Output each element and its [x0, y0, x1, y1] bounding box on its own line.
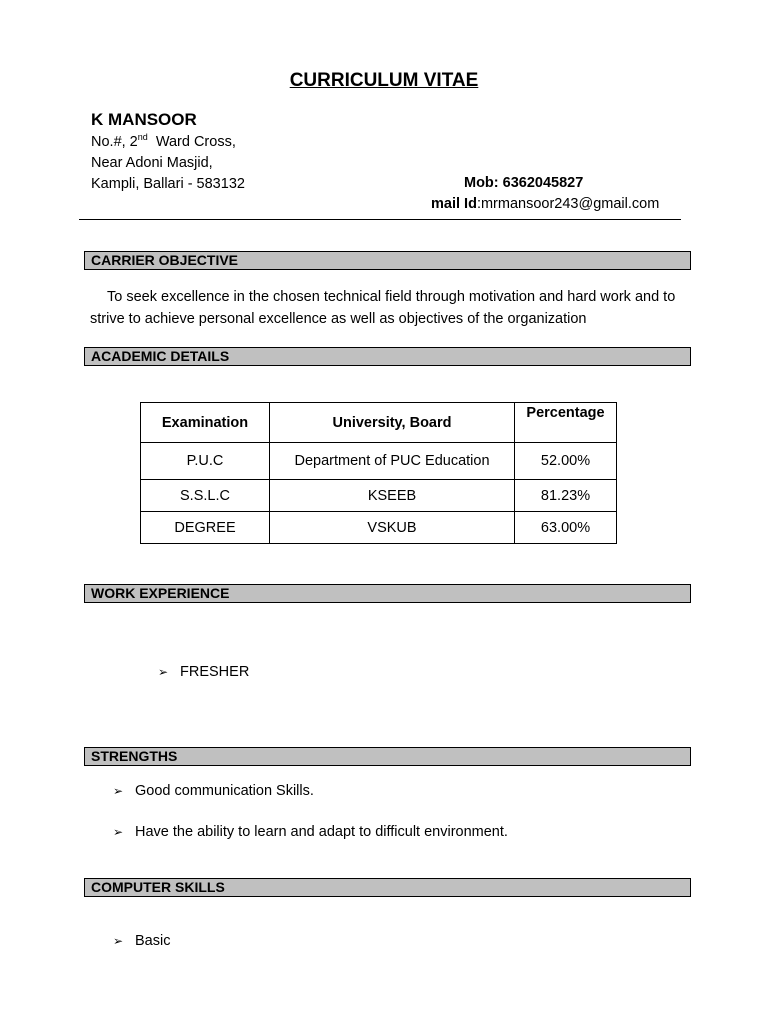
- arrowhead-bullet-icon: ➢: [113, 784, 124, 798]
- address-line-2: Near Adoni Masjid,: [91, 155, 213, 171]
- email-line: [431, 196, 659, 212]
- cell-university-board: Department of PUC Education: [270, 443, 515, 480]
- cell-percentage: 52.00%: [515, 443, 617, 480]
- computer-skill-item: Basic: [135, 933, 171, 949]
- mobile-number: Mob: 6362045827: [464, 175, 584, 191]
- cell-percentage: 81.23%: [515, 480, 617, 512]
- ordinal-suffix: nd: [137, 132, 148, 143]
- cell-university-board: VSKUB: [270, 512, 515, 544]
- objective-text: [90, 286, 690, 330]
- address-line-1-rest: Ward Cross,: [147, 134, 236, 150]
- header-examination: Examination: [141, 403, 270, 443]
- section-heading-work: WORK EXPERIENCE: [84, 584, 691, 603]
- section-heading-computer: COMPUTER SKILLS: [84, 878, 691, 897]
- table-row: [141, 480, 617, 512]
- header-university-board: University, Board: [270, 403, 515, 443]
- email-value: :mrmansoor243@gmail.com: [476, 196, 660, 212]
- strength-item: Good communication Skills.: [135, 783, 314, 799]
- list-item: [158, 664, 249, 680]
- address-line-3: Kampli, Ballari - 583132: [91, 176, 245, 192]
- arrowhead-bullet-icon: ➢: [113, 825, 124, 839]
- objective-paragraph: To seek excellence in the chosen technical field through motivation and hard work and to strive to achieve personal excellence as well as objectives of the organization: [90, 289, 676, 327]
- cell-examination: DEGREE: [141, 512, 270, 544]
- document-title: CURRICULUM VITAE: [289, 70, 479, 91]
- section-heading-objective: CARRIER OBJECTIVE: [84, 251, 691, 270]
- section-heading-strengths: STRENGTHS: [84, 747, 691, 766]
- list-item: [113, 824, 508, 840]
- table-row: [141, 443, 617, 480]
- table-row: [141, 512, 617, 544]
- list-item: [113, 783, 314, 799]
- list-item: [113, 933, 170, 949]
- address-line-1: [91, 132, 236, 152]
- table-header-row: [141, 403, 617, 443]
- cell-examination: S.S.L.C: [141, 480, 270, 512]
- arrowhead-bullet-icon: ➢: [113, 934, 124, 948]
- work-experience-item: FRESHER: [180, 664, 250, 680]
- arrowhead-bullet-icon: ➢: [158, 665, 169, 679]
- cell-university-board: KSEEB: [270, 480, 515, 512]
- email-label: mail Id: [431, 196, 477, 212]
- cell-examination: P.U.C: [141, 443, 270, 480]
- address-line-1-text: No.#, 2: [91, 134, 138, 150]
- section-heading-academic: ACADEMIC DETAILS: [84, 347, 691, 366]
- cell-percentage: 63.00%: [515, 512, 617, 544]
- academic-table: [140, 402, 617, 544]
- header-percentage: Percentage: [515, 403, 617, 443]
- header-divider: [79, 219, 681, 220]
- strength-item: Have the ability to learn and adapt to difficult environment.: [135, 824, 508, 840]
- candidate-name: K MANSOOR: [91, 110, 197, 129]
